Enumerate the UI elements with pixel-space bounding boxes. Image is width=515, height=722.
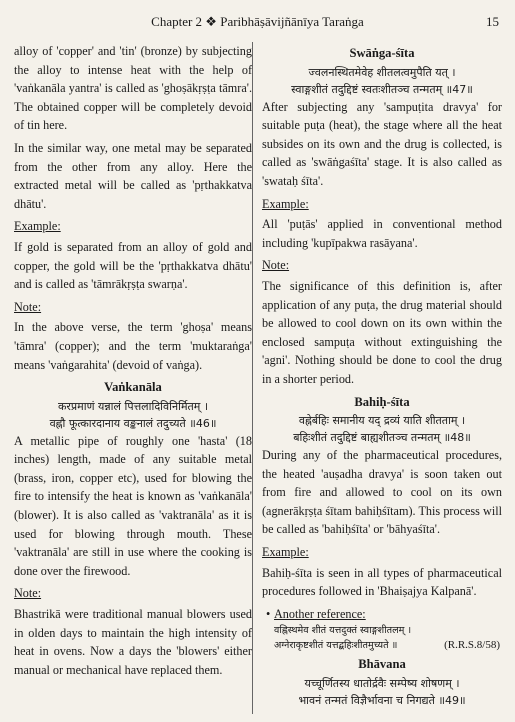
note-label: Note: (14, 586, 42, 601)
chapter-title: Chapter 2 ❖ Paribhāṣāvijñānīya Taraṅga (151, 14, 364, 29)
paragraph: If gold is separated from an alloy of gold and copper, the gold will be the 'pṛthakkatva dhātu' and is called as 'tāmrākṛṣṭa swarṇa'. (14, 239, 252, 292)
verse-line: भावनं तन्मतं विज्ञैर्भावना च निगद्यते ॥49॥ (298, 694, 466, 708)
verse-line: यच्चूर्णितस्य धातोर्द्रवैः सम्पेष्य शोषणम् । (304, 677, 460, 691)
paragraph: alloy of 'copper' and 'tin' (bronze) by subjecting the alloy to intense heat with the help of 'vaṅkanāla yantra' is called as 'ghoṣākṛṣṭa tāmra'. The obtained copper will be completely devoid of tin here. (14, 44, 252, 133)
example-label: Example: (262, 545, 309, 560)
verse-line: वह्नौ फूत्कारदानाय वङ्कनालं तदुच्यते ॥46॥ (49, 416, 217, 430)
verse-line: बहिःशीतं तदुद्दिष्टं बाह्यशीतञ्च तन्मतम् ॥48॥ (293, 431, 471, 445)
paragraph: The significance of this definition is, after application of any puṭa, the drug material should be allowed to cool down on its own within the enclosed sampuṭa without extinguishing the 'agni'. Nothing should be done to cool the drug in a shorter period. (262, 278, 502, 386)
note-label: Note: (14, 299, 42, 314)
section-heading-bhavana: Bhāvana (358, 657, 406, 672)
paragraph: Bhastrikā were traditional manual blowers used in olden days to maintain the high intensity of heat in ovens. Now a days the 'blowers' either manual or mechanical have replaced them. (14, 607, 252, 677)
example-label: Example: (262, 196, 309, 211)
section-heading-vankanala: Vaṅkanāla (104, 380, 162, 395)
section-heading-swanga-sita: Swāṅga-śīta (349, 46, 415, 60)
paragraph: After subjecting any 'sampuṭita dravya' for suitable puṭa (heat), the stage where all the heat subsides on its own and the drug is collected, is called as 'swāṅgaśīta' stage. It is also called as 'swataḥ śīta'. (262, 99, 502, 188)
verse-line: वह्नेर्बहिः समानीय यद् द्रव्यं याति शीतताम् । (298, 414, 466, 428)
paragraph: During any of the pharmaceutical procedures, the heated 'auṣadha dravya' is soon taken out from fire and allowed to cool on its own (agnerākṛṣṭa śītam bahiḥśītam). This process will be called as 'bahiḥśīta' or 'bāhyaśīta'. (262, 448, 502, 537)
column-divider (252, 42, 253, 714)
reference-verse-line: अग्नेराकृष्टशीतं यत्तद्बहिःशीतमुच्यते ॥ (274, 640, 398, 652)
verse-line: ज्वलनस्थितमेवेह शीतलत्वमुपैति यत् । (308, 65, 456, 79)
reference-verse-line: वह्निस्थमेव शीतं यत्तदुक्तं स्वाङ्गशीतलम् । (274, 625, 412, 637)
paragraph: A metallic pipe of roughly one 'hasta' (18 inches) length, made of any suitable metal (brass, iron, copper etc), used for blowing the fire to intensify the heat is known as 'vaṅkanāla' (blower). It is also called as 'vaktranāla' as it is used for blowing through mouth. These 'vaktranāla' are still in use where the cooking is done over the firewood. (14, 433, 252, 578)
page-number: 15 (486, 14, 499, 29)
verse-line: करप्रमाणं यन्नालं पित्तलादिविनिर्मितम् । (57, 399, 209, 413)
paragraph: Bahiḥ-śīta is seen in all types of pharmaceutical procedures followed in 'Bhaiṣajya Kalpanā'. (262, 565, 502, 599)
verse-line: स्वाङ्गशीतं तदुद्दिष्टं स्वतःशीतञ्च तन्मतम् ॥47॥ (291, 82, 473, 96)
paragraph: In the above verse, the term 'ghoṣa' means 'tāmra' (copper); and the term 'muktaraṅga' means 'vaṅgarahita' (devoid of vaṅga). (14, 320, 252, 372)
another-reference-label: Another reference: (274, 606, 366, 621)
running-header (0, 14, 515, 34)
reference-verse-row (262, 638, 502, 653)
note-label: Note: (262, 258, 290, 273)
right-column (262, 42, 502, 709)
paragraph: In the similar way, one metal may be separated from the other from any alloy. Here the extracted metal will be called as 'pṛthakkatva dhātu'. (14, 140, 252, 211)
bullet-icon: • (266, 606, 271, 621)
another-reference (266, 605, 502, 624)
section-heading-bahih-sita: Bahiḥ-śīta (354, 394, 410, 409)
reference-citation: (R.R.S.8/58) (444, 639, 500, 652)
paragraph: All 'puṭās' applied in conventional method including 'kupīpakwa rasāyana'. (262, 217, 502, 250)
example-label: Example: (14, 219, 61, 234)
left-column (14, 42, 252, 683)
